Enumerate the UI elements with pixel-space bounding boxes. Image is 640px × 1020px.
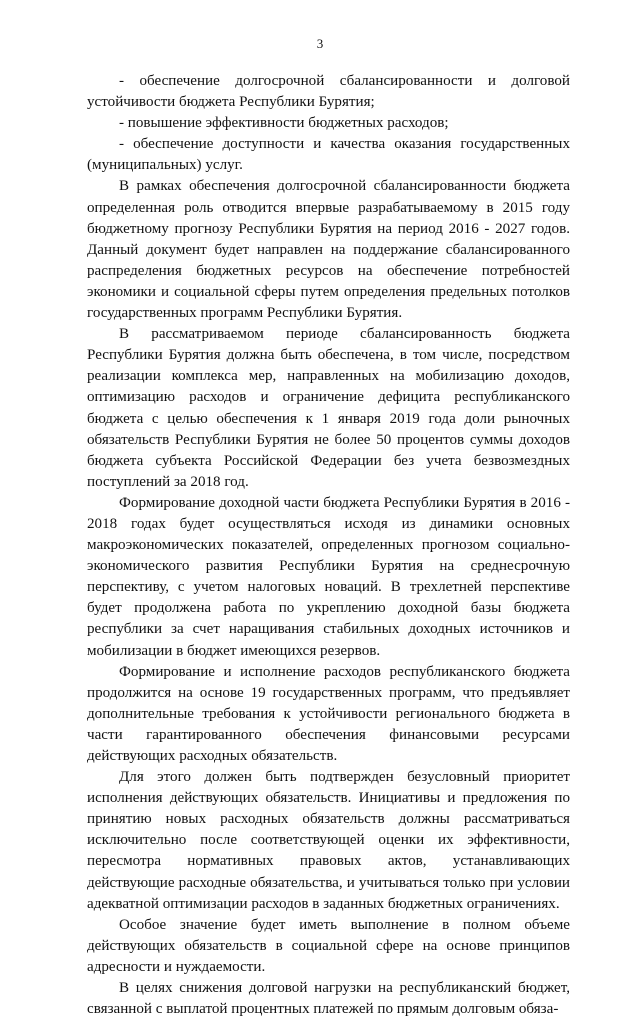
paragraph-budget-forecast: В рамках обеспечения долгосрочной сбалансированности бюджета определенная роль отводится впервые разрабатываемому в 2015 году бюджетному прогнозу Республики Бурятия на период 2016 - 2027 годов. Данный документ будет направлен на поддержание сбалансированного распределения бюджетных ресурсов на обеспечение потребностей экономики и социальной сферы путем определения предельных потолков государственных программ Республики Бурятия. [87, 178, 570, 322]
page-number: 3 [316, 36, 324, 51]
document-body [87, 71, 570, 1020]
paragraph-budget-balance: В рассматриваемом периоде сбалансированность бюджета Республики Бурятия должна быть обеспечена, в том числе, посредством реализации комплекса мер, направленных на мобилизацию доходов, оптимизацию расходов и ограничение дефицита республиканского бюджета с целью обеспечения к 1 января 2019 года доли рыночных обязательств Республики Бурятия не более 50 процентов суммы доходов бюджета субъекта Российской Федерации без учета безвозмездных поступлений за 2018 год. [87, 326, 570, 490]
paragraph-expenditure-programs: Формирование и исполнение расходов республиканского бюджета продолжится на основе 19 государственных программ, что предъявляет дополнительные требования к устойчивости регионального бюджета в части гарантированного обеспечения финансовыми ресурсами действующих расходных обязательств. [87, 663, 570, 764]
paragraph-debt-load: В целях снижения долговой нагрузки на республиканский бюджет, связанной с выплатой процентных платежей по прямым долговым обяза- [87, 980, 570, 1018]
paragraph-obligation-priority: Для этого должен быть подтвержден безусловный приоритет исполнения действующих обязательств. Инициативы и предложения по принятию новых расходных обязательств должны рассматриваться исключительно после соответствующей оценки их эффективности, пересмотра нормативных правовых актов, устанавливающих действующие расходные обязательства, и учитываться только при условии адекватной оптимизации расходов в заданных бюджетных ограничениях. [87, 769, 570, 912]
bullet-item-debt-stability: - обеспечение долгосрочной сбалансированности и долговой устойчивости бюджета Республики Бурятия; [87, 73, 570, 111]
paragraph-social-obligations: Особое значение будет иметь выполнение в полном объеме действующих обязательств в социальной сфере на основе принципов адресности и нуждаемости. [87, 916, 570, 975]
paragraph-revenue-formation: Формирование доходной части бюджета Республики Бурятия в 2016 - 2018 годах будет осуществляться исходя из динамики основных макроэкономических показателей, определенных прогнозом социально-экономического развития Республики Бурятия на среднесрочную перспективу, с учетом налоговых новаций. В трехлетней перспективе будет продолжена работа по укреплению доходной базы бюджета республики за счет наращивания стабильных доходных источников и мобилизации в бюджет имеющихся резервов. [87, 494, 570, 659]
bullet-item-service-quality: - обеспечение доступности и качества оказания государственных (муниципальных) услуг. [87, 136, 570, 174]
bullet-item-spending-efficiency: - повышение эффективности бюджетных расходов; [119, 115, 449, 132]
